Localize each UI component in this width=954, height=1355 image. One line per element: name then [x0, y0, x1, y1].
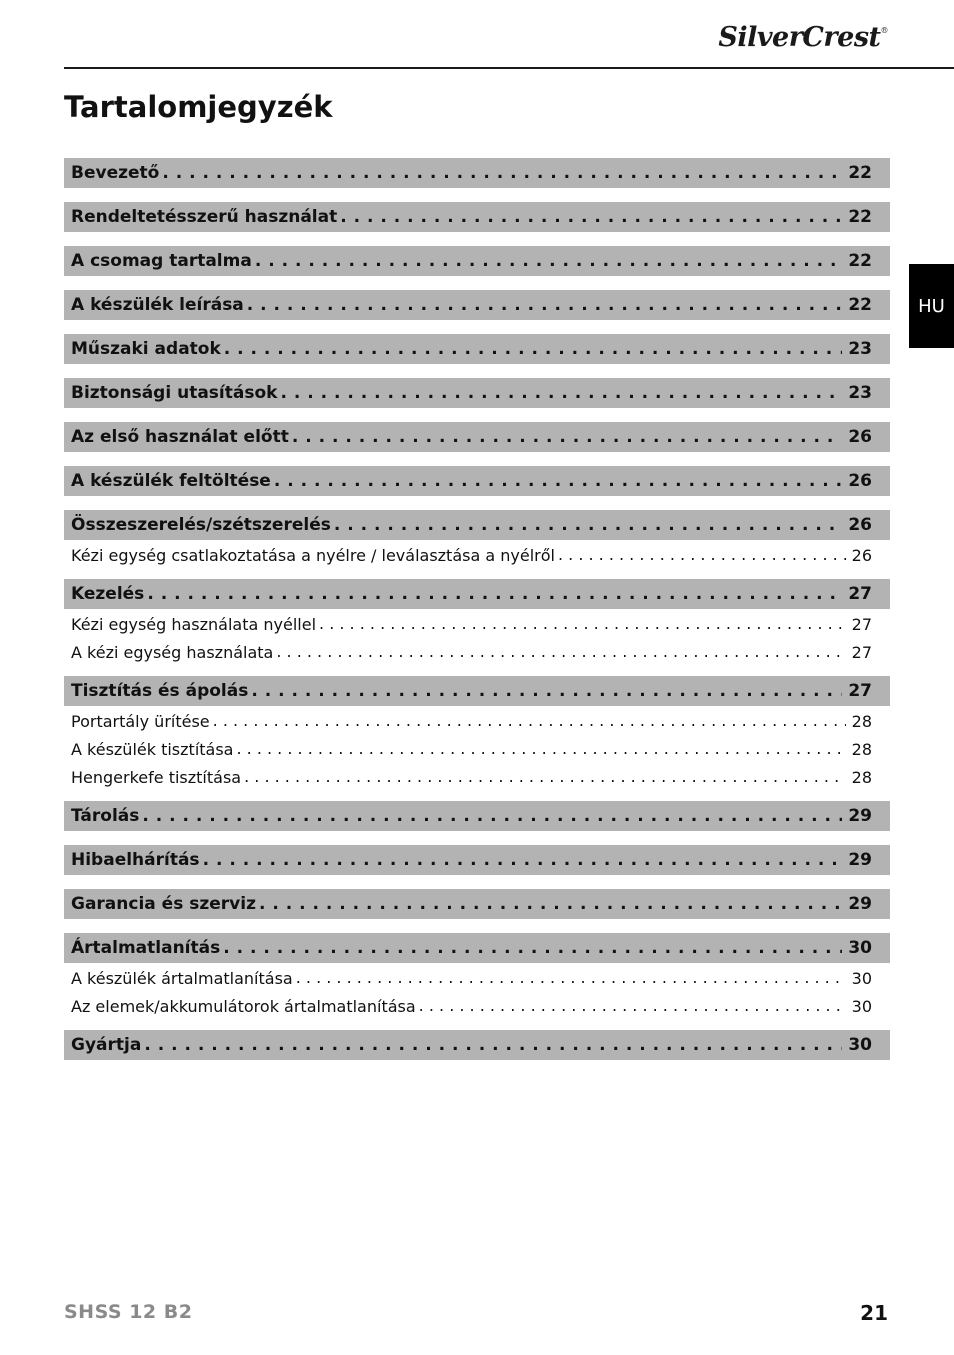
toc-section-label: Kezelés [71, 584, 145, 604]
toc-section-page: 22 [848, 163, 872, 183]
toc-subsection[interactable] [64, 610, 890, 638]
toc-leader-dots [259, 896, 842, 913]
toc-leader-dots [203, 852, 843, 869]
toc-section-label: Tárolás [71, 806, 140, 826]
toc-section-label: Összeszerelés/szétszerelés [71, 515, 331, 535]
toc-subsection-group [64, 610, 890, 666]
toc-section-label: Gyártja [71, 1035, 142, 1055]
toc-section-page: 26 [848, 427, 872, 447]
toc-section[interactable] [64, 933, 890, 963]
toc-subsection[interactable] [64, 541, 890, 569]
toc-leader-dots [162, 165, 842, 182]
table-of-contents [64, 158, 890, 1074]
toc-section-page: 29 [848, 806, 872, 826]
toc-section-label: A készülék leírása [71, 295, 244, 315]
toc-leader-dots [280, 385, 842, 402]
toc-subsection-page: 28 [851, 767, 872, 787]
toc-subsection[interactable] [64, 992, 890, 1020]
toc-section-label: Műszaki adatok [71, 339, 221, 359]
header-rule [64, 67, 954, 69]
registered-mark: ® [880, 26, 888, 35]
toc-section[interactable] [64, 290, 890, 320]
toc-leader-dots [147, 586, 842, 603]
toc-section-label: A csomag tartalma [71, 251, 252, 271]
toc-subsection-label: A kézi egység használata [71, 642, 274, 662]
toc-subsection[interactable] [64, 638, 890, 666]
toc-section-page: 27 [848, 584, 872, 604]
toc-leader-dots [142, 808, 842, 825]
toc-leader-dots [419, 998, 846, 1014]
toc-section[interactable] [64, 334, 890, 364]
toc-subsection[interactable] [64, 735, 890, 763]
toc-section[interactable] [64, 378, 890, 408]
toc-section-page: 27 [848, 681, 872, 701]
toc-section[interactable] [64, 845, 890, 875]
toc-subsection-label: Portartály ürítése [71, 711, 210, 731]
toc-section-page: 30 [848, 938, 872, 958]
toc-section-label: Rendeltetésszerű használat [71, 207, 338, 227]
toc-section-page: 22 [848, 207, 872, 227]
toc-section[interactable] [64, 801, 890, 831]
toc-section[interactable] [64, 676, 890, 706]
toc-section-page: 30 [848, 1035, 872, 1055]
toc-section[interactable] [64, 158, 890, 188]
toc-subsection-label: Kézi egység használata nyéllel [71, 614, 317, 634]
toc-subsection[interactable] [64, 964, 890, 992]
toc-subsection[interactable] [64, 763, 890, 791]
toc-subsection-label: A készülék ártalmatlanítása [71, 968, 293, 988]
toc-subsection-group [64, 964, 890, 1020]
toc-leader-dots [236, 741, 845, 757]
toc-section[interactable] [64, 510, 890, 540]
toc-subsection-label: Az elemek/akkumulátorok ártalmatlanítása [71, 996, 416, 1016]
toc-section[interactable] [64, 579, 890, 609]
toc-subsection-page: 27 [851, 642, 872, 662]
toc-leader-dots [274, 473, 842, 490]
toc-leader-dots [319, 616, 846, 632]
toc-section[interactable] [64, 466, 890, 496]
toc-leader-dots [334, 517, 842, 534]
toc-leader-dots [255, 253, 843, 270]
toc-section-label: Hibaelhárítás [71, 850, 200, 870]
toc-section[interactable] [64, 889, 890, 919]
footer-page-number: 21 [860, 1301, 888, 1325]
silvercrest-logo: SilverCrest® [718, 22, 888, 53]
toc-section-page: 29 [848, 850, 872, 870]
toc-leader-dots [223, 940, 842, 957]
toc-leader-dots [247, 297, 843, 314]
footer-model: SHSS 12 B2 [64, 1301, 193, 1323]
toc-subsection-group [64, 541, 890, 569]
toc-subsection-page: 27 [851, 614, 872, 634]
toc-leader-dots [296, 970, 846, 986]
toc-subsection-label: Kézi egység csatlakoztatása a nyélre / leválasztása a nyélről [71, 545, 555, 565]
toc-subsection-page: 30 [851, 968, 872, 988]
toc-section[interactable] [64, 1030, 890, 1060]
toc-section-label: Garancia és szerviz [71, 894, 256, 914]
toc-leader-dots [340, 209, 842, 226]
toc-section-page: 23 [848, 339, 872, 359]
toc-section-label: Bevezető [71, 163, 160, 183]
toc-subsection-page: 30 [851, 996, 872, 1016]
toc-leader-dots [276, 644, 845, 660]
toc-leader-dots [213, 713, 846, 729]
toc-leader-dots [558, 547, 846, 563]
toc-section-page: 22 [848, 251, 872, 271]
toc-section-label: Tisztítás és ápolás [71, 681, 249, 701]
toc-section-label: Ártalmatlanítás [71, 938, 221, 958]
toc-leader-dots [251, 683, 842, 700]
toc-subsection-group [64, 707, 890, 791]
toc-subsection-page: 26 [851, 545, 872, 565]
toc-subsection-label: A készülék tisztítása [71, 739, 234, 759]
toc-section-label: Az első használat előtt [71, 427, 289, 447]
toc-leader-dots [244, 769, 846, 785]
toc-subsection-label: Hengerkefe tisztítása [71, 767, 242, 787]
toc-subsection[interactable] [64, 707, 890, 735]
toc-section-page: 22 [848, 295, 872, 315]
toc-subsection-page: 28 [851, 711, 872, 731]
toc-section-page: 26 [848, 515, 872, 535]
toc-leader-dots [224, 341, 843, 358]
page-title: Tartalomjegyzék [64, 90, 333, 124]
toc-leader-dots [144, 1037, 842, 1054]
toc-section-page: 29 [848, 894, 872, 914]
toc-section-page: 26 [848, 471, 872, 491]
toc-section[interactable] [64, 202, 890, 232]
language-tab: HU [909, 264, 954, 348]
toc-section[interactable] [64, 246, 890, 276]
toc-section[interactable] [64, 422, 890, 452]
toc-leader-dots [292, 429, 842, 446]
toc-subsection-page: 28 [851, 739, 872, 759]
toc-section-page: 23 [848, 383, 872, 403]
toc-section-label: Biztonsági utasítások [71, 383, 278, 403]
toc-section-label: A készülék feltöltése [71, 471, 271, 491]
